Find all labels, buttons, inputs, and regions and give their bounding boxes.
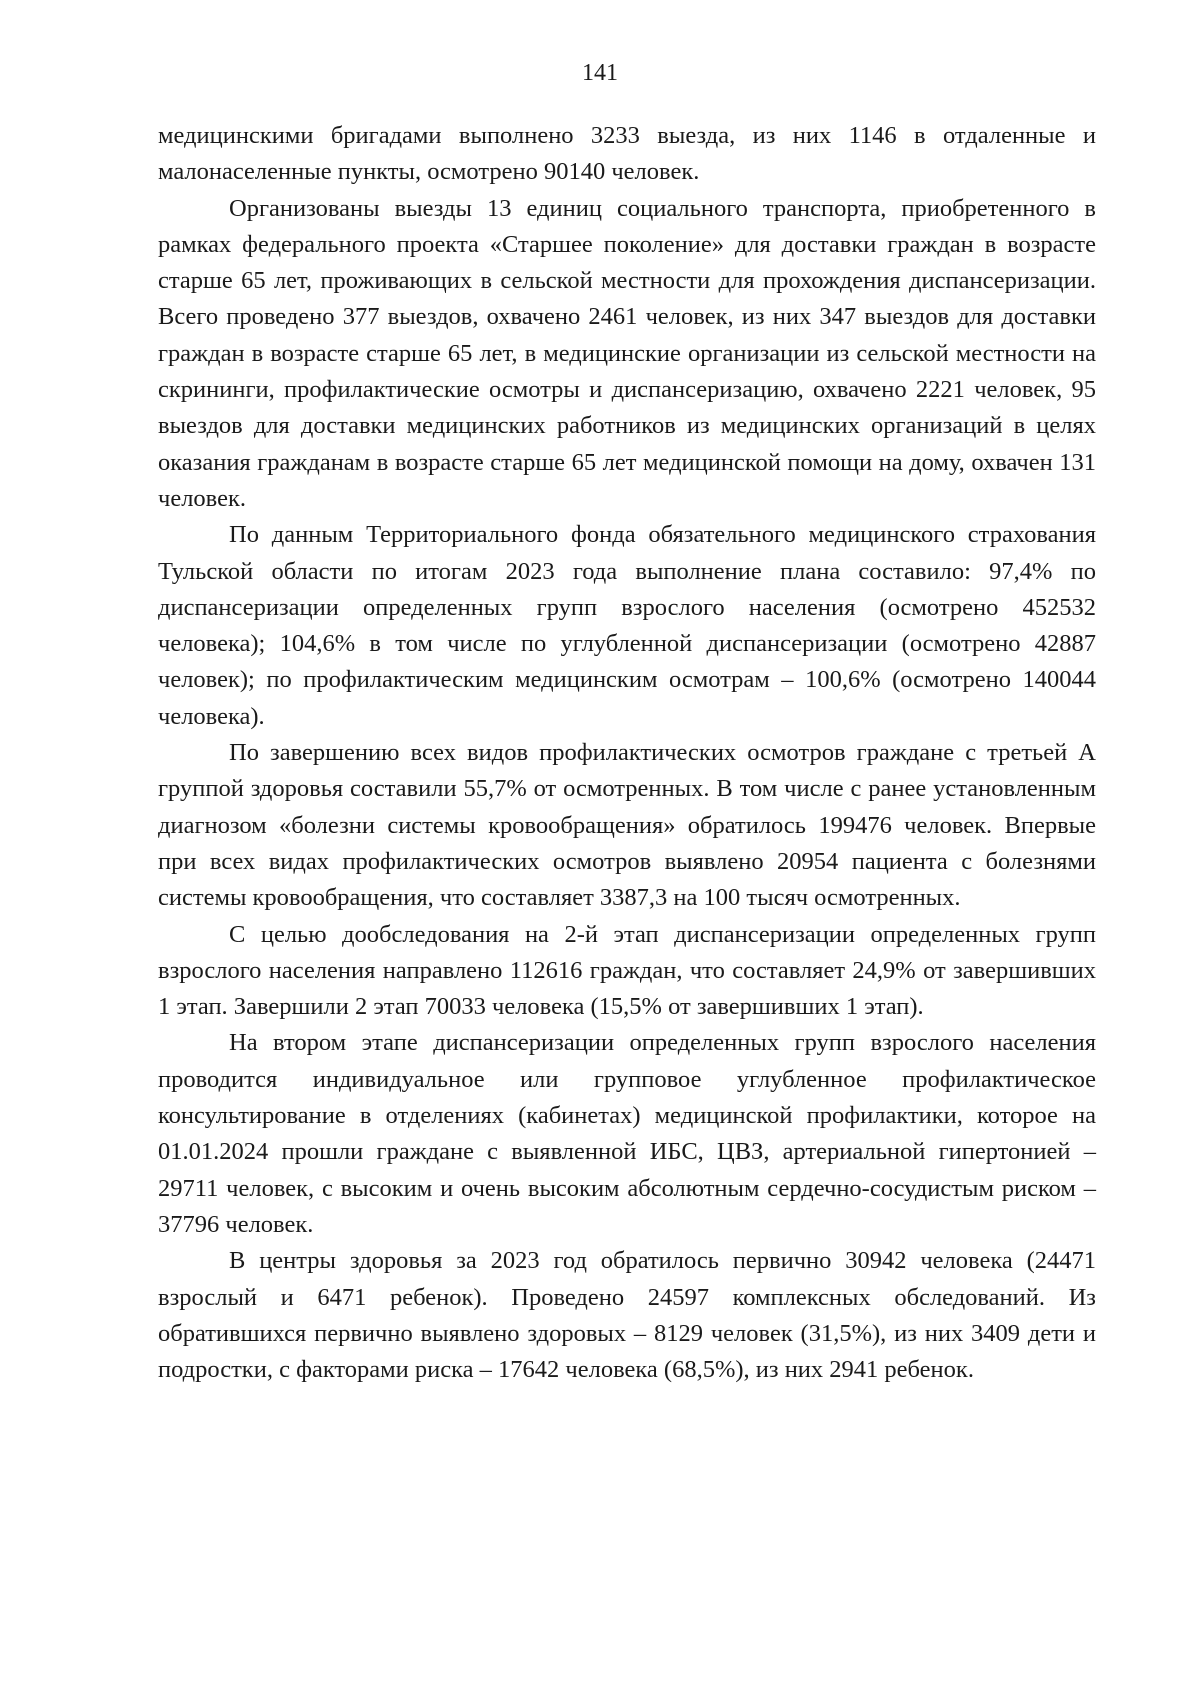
paragraph-second-stage-counseling: На втором этапе диспансеризации определенных групп взрослого населения проводится индивидуальное или групповое углубленное профилактическое консультирование в отделениях (кабинетах) медицинской профилактики, которое на 01.01.2024 прошли граждане с выявленной ИБС, ЦВЗ, артериальной гипертонией – 29711 человек, с высоким и очень высоким абсолютным сердечно-сосудистым риском – 37796 человек. bbox=[158, 1029, 1096, 1238]
paragraph-health-groups: По завершению всех видов профилактических осмотров граждане с третьей А группой здоровья составили 55,7% от осмотренных. В том числе с ранее установленным диагнозом «болезни системы кровообращения» обратилось 199476 человек. Впервые при всех видах профилактических осмотров выявлено 20954 пациента с болезнями системы кровообращения, что составляет 3387,3 на 100 тысяч осмотренных. bbox=[158, 739, 1096, 912]
paragraph-second-stage-referral: С целью дообследования на 2-й этап диспансеризации определенных групп взрослого населения направлено 112616 граждан, что составляет 24,9% от завершивших 1 этап. Завершили 2 этап 70033 человека (15,5% от завершивших 1 этап). bbox=[158, 920, 1096, 1021]
page-number: 141 bbox=[582, 60, 618, 86]
paragraph-social-transport: Организованы выезды 13 единиц социального транспорта, приобретенного в рамках федерального проекта «Старшее поколение» для доставки граждан в возрасте старше 65 лет, проживающих в сельской местности для прохождения диспансеризации. Всего проведено 377 выездов, охвачено 2461 человек, из них 347 выездов для доставки граждан в возрасте старше 65 лет, в медицинские организации из сельской местности на скрининги, профилактические осмотры и диспансеризацию, охвачено 2221 человек, 95 выездов для доставки медицинских работников из медицинских организаций в целях оказания гражданам в возрасте старше 65 лет медицинской помощи на дому, охвачен 131 человек. bbox=[158, 194, 1096, 512]
paragraph-continuation: медицинскими бригадами выполнено 3233 выезда, из них 1146 в отдаленные и малонаселенные пункты, осмотрено 90140 человек. bbox=[158, 122, 1096, 186]
document-body bbox=[158, 118, 1096, 1388]
paragraph-health-centers: В центры здоровья за 2023 год обратилось первично 30942 человека (24471 взрослый и 6471 ребенок). Проведено 24597 комплексных обследований. Из обратившихся первично выявлено здоровых – 8129 человек (31,5%), из них 3409 дети и подростки, с факторами риска – 17642 человека (68,5%), из них 2941 ребенок. bbox=[158, 1247, 1096, 1384]
paragraph-insurance-fund-results: По данным Территориального фонда обязательного медицинского страхования Тульской области по итогам 2023 года выполнение плана составило: 97,4% по диспансеризации определенных групп взрослого населения (осмотрено 452532 человека); 104,6% в том числе по углубленной диспансеризации (осмотрено 42887 человек); по профилактическим медицинским осмотрам – 100,6% (осмотрено 140044 человека). bbox=[158, 521, 1096, 730]
